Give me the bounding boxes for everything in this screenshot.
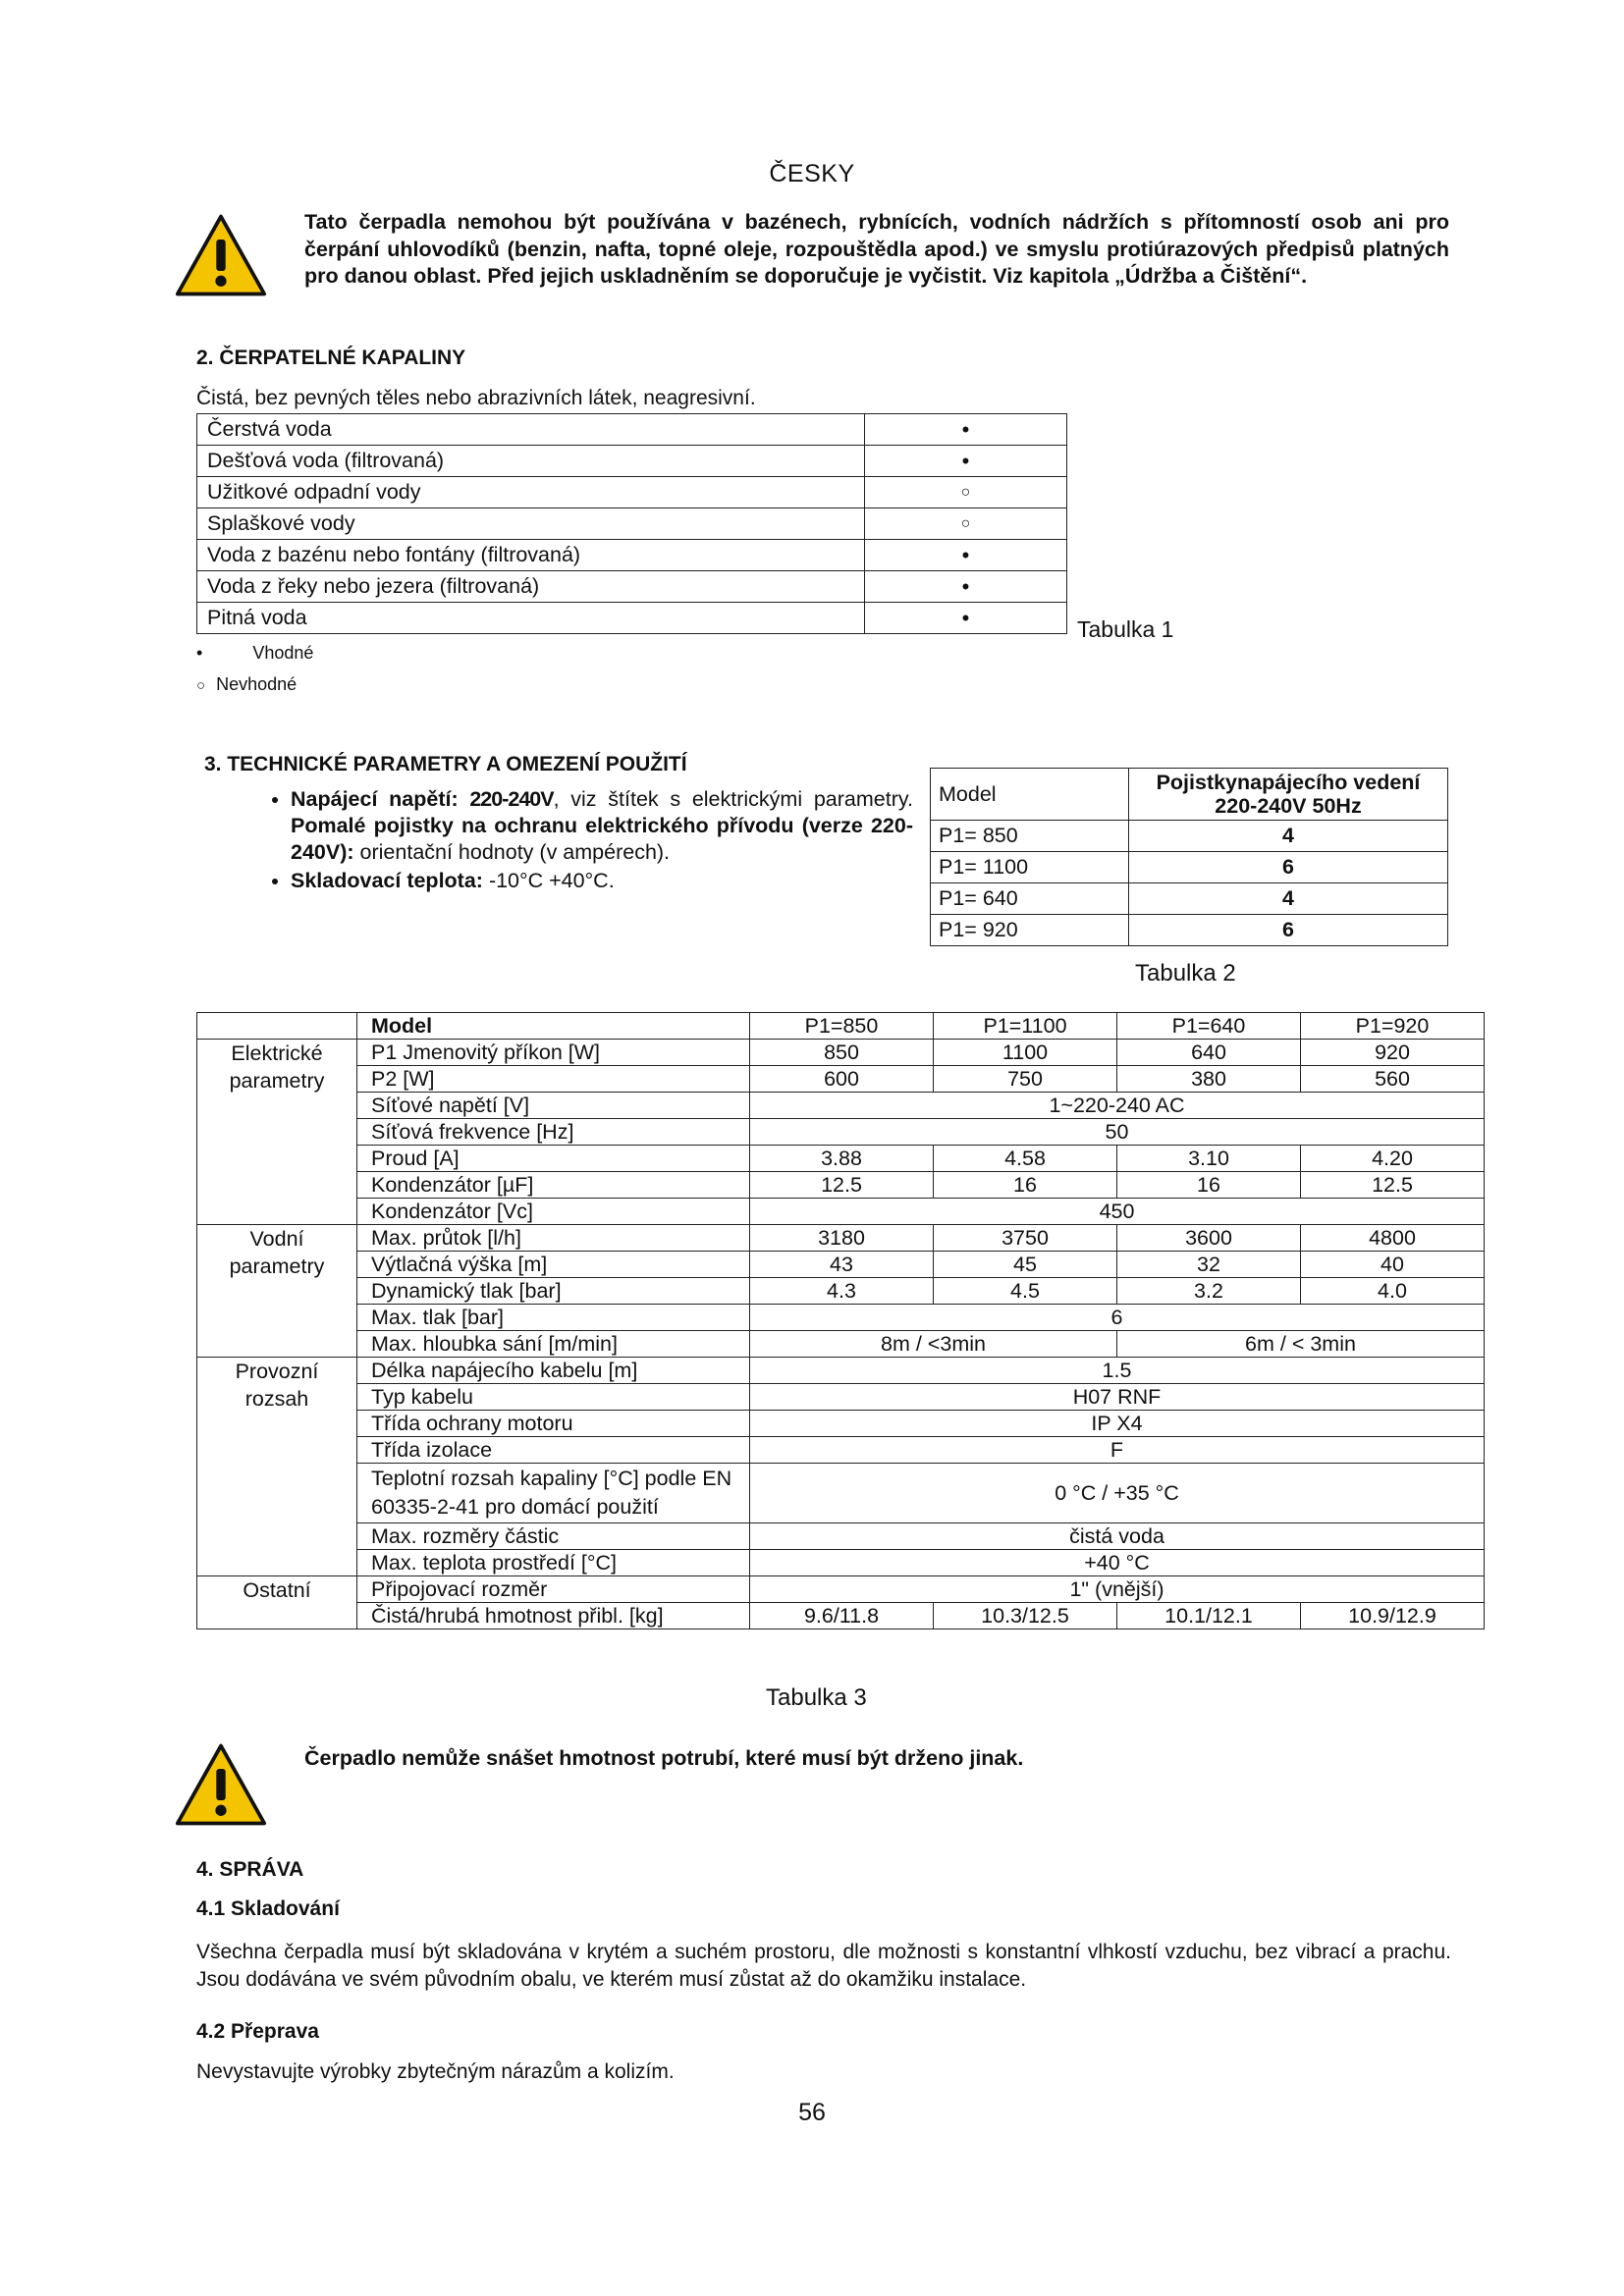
cell-value: 4.58 xyxy=(934,1146,1117,1172)
row-label: Proud [A] xyxy=(357,1146,750,1172)
cell-value: 750 xyxy=(934,1066,1117,1093)
row-label: Čistá/hrubá hmotnost přibl. [kg] xyxy=(357,1603,750,1629)
section-2-intro: Čistá, bez pevných těles nebo abrazivních látek, neagresivní. xyxy=(196,387,756,409)
group-label-other xyxy=(197,1576,357,1629)
cell-value: 6m / < 3min xyxy=(1117,1331,1485,1358)
cell-value: 600 xyxy=(750,1066,934,1093)
group-label-operating xyxy=(197,1358,357,1576)
fluid-name: Pitná voda xyxy=(197,603,865,634)
bullet-label: Pomalé pojistky na ochranu elektrického přívodu (verze 220-240V): xyxy=(291,814,913,864)
cell-value: 50 xyxy=(750,1119,1485,1146)
row-label: P2 [W] xyxy=(357,1066,750,1093)
fuse-value: 4 xyxy=(1129,821,1448,852)
bullet-text: orientační hodnoty (v ampérech). xyxy=(359,840,671,864)
fluid-name: Splaškové vody xyxy=(197,508,865,540)
table-row xyxy=(197,414,1067,446)
subsection-4-2-heading: 4.2 Přeprava xyxy=(196,2020,319,2043)
cell-value: 920 xyxy=(1301,1040,1485,1066)
table-row xyxy=(197,540,1067,571)
bullet-label: Napájecí napětí: xyxy=(291,787,459,811)
fluid-name: Užitkové odpadní vody xyxy=(197,477,865,508)
section-3-heading: 3. TECHNICKÉ PARAMETRY A OMEZENÍ POUŽITÍ xyxy=(204,753,687,775)
row-label: P1 Jmenovitý příkon [W] xyxy=(357,1040,750,1066)
cell-value: 3.88 xyxy=(750,1146,934,1172)
fuse-value: 4 xyxy=(1129,883,1448,915)
cell-value: H07 RNF xyxy=(750,1384,1485,1411)
row-label: Délka napájecího kabelu [m] xyxy=(357,1358,750,1384)
cell-value: 10.1/12.1 xyxy=(1117,1603,1301,1629)
cell-value: čistá voda xyxy=(750,1523,1485,1550)
table-header-col: P1=1100 xyxy=(934,1013,1117,1040)
cell-value: 3180 xyxy=(750,1225,934,1252)
cell-value: 1" (vnější) xyxy=(750,1576,1485,1603)
group-label-text: Ostatní xyxy=(243,1578,311,1602)
warning-triangle-icon xyxy=(175,1742,267,1827)
cell-value: 640 xyxy=(1117,1040,1301,1066)
row-label: Třída ochrany motoru xyxy=(357,1411,750,1437)
section-3-list xyxy=(236,786,913,896)
fluid-name: Voda z bazénu nebo fontány (filtrovaná) xyxy=(197,540,865,571)
cell-value: 8m / <3min xyxy=(750,1331,1117,1358)
cell-value: 4800 xyxy=(1301,1225,1485,1252)
legend-label: Nevhodné xyxy=(216,674,298,694)
cell-value: 6 xyxy=(750,1305,1485,1331)
fluid-name: Čerstvá voda xyxy=(197,414,865,446)
group-label-water xyxy=(197,1225,357,1358)
legend-mark: ○ xyxy=(196,677,206,694)
legend-mark: • xyxy=(196,643,203,663)
legend-label: Vhodné xyxy=(252,643,314,663)
table-row xyxy=(931,852,1448,883)
cell-value: 850 xyxy=(750,1040,934,1066)
cell-value: 4.0 xyxy=(1301,1278,1485,1305)
page-number: 56 xyxy=(798,2099,826,2126)
table-row xyxy=(197,571,1067,603)
cell-value: F xyxy=(750,1437,1485,1464)
cell-value: 12.5 xyxy=(1301,1172,1485,1199)
page-language-title: ČESKY xyxy=(769,160,855,187)
table-row xyxy=(931,883,1448,915)
cell-value: 16 xyxy=(1117,1172,1301,1199)
cell-value: 4.5 xyxy=(934,1278,1117,1305)
table-header-col: P1=920 xyxy=(1301,1013,1485,1040)
cell-value: 3.10 xyxy=(1117,1146,1301,1172)
bullet-voltage: 220-240V xyxy=(469,787,554,811)
suitability-mark: • xyxy=(865,571,1067,603)
cell-value: 43 xyxy=(750,1252,934,1278)
row-label: Max. průtok [l/h] xyxy=(357,1225,750,1252)
table-3-caption: Tabulka 3 xyxy=(766,1684,867,1711)
suitability-mark: • xyxy=(865,446,1067,477)
suitability-mark: ○ xyxy=(865,477,1067,508)
cell-value: 16 xyxy=(934,1172,1117,1199)
group-label-electric xyxy=(197,1040,357,1225)
row-label: Teplotní rozsah kapaliny [°C] podle EN 60335-2-41 pro domácí použití xyxy=(357,1464,750,1523)
model-cell: P1= 850 xyxy=(931,821,1129,852)
table-row xyxy=(197,477,1067,508)
table-header-col: P1=640 xyxy=(1117,1013,1301,1040)
cell-value: 560 xyxy=(1301,1066,1485,1093)
row-label: Max. rozměry částic xyxy=(357,1523,750,1550)
bullet-text: -10°C +40°C. xyxy=(488,869,615,892)
warning-text: Tato čerpadla nemohou být používána v bazénech, rybnících, vodních nádržích s přítomností osob ani pro čerpání uhlovodíků (benzin, nafta, topné oleje, rozpouštědla apod.) ve smyslu protiúrazových předpisů platných pro danou oblast. Před jejich uskladněním se doporučuje je vyčistit. Viz kapitola „Údržba a Čištění“. xyxy=(304,210,1449,288)
cell-value: 1~220-240 AC xyxy=(750,1093,1485,1119)
cell-value: 380 xyxy=(1117,1066,1301,1093)
bullet-text: , viz štítek s elektrickými parametry. xyxy=(553,787,913,811)
cell-value: 45 xyxy=(934,1252,1117,1278)
row-label: Třída izolace xyxy=(357,1437,750,1464)
fluids-table xyxy=(196,413,1067,634)
row-label: Síťové napětí [V] xyxy=(357,1093,750,1119)
table-row xyxy=(197,446,1067,477)
cell-value: 32 xyxy=(1117,1252,1301,1278)
cell-value: 3750 xyxy=(934,1225,1117,1252)
cell-value: 450 xyxy=(750,1199,1485,1225)
section-2-heading: 2. ČERPATELNÉ KAPALINY xyxy=(196,347,466,369)
row-label: Kondenzátor [µF] xyxy=(357,1172,750,1199)
cell-value: 40 xyxy=(1301,1252,1485,1278)
table-1-caption: Tabulka 1 xyxy=(1077,616,1174,642)
table-header-model: Model xyxy=(931,769,1129,821)
table-row xyxy=(197,603,1067,634)
cell-value: 10.9/12.9 xyxy=(1301,1603,1485,1629)
group-label-text: Provozní rozsah xyxy=(235,1360,319,1411)
model-cell: P1= 920 xyxy=(931,915,1129,946)
cell-value: 3.2 xyxy=(1117,1278,1301,1305)
bullet-label: Skladovací teplota: xyxy=(291,869,483,892)
row-label: Max. hloubka sání [m/min] xyxy=(357,1331,750,1358)
legend-item xyxy=(196,643,313,664)
row-label: Typ kabelu xyxy=(357,1384,750,1411)
model-cell: P1= 1100 xyxy=(931,852,1129,883)
legend-item xyxy=(196,674,297,695)
cell-value: 4.3 xyxy=(750,1278,934,1305)
cell-value: 9.6/11.8 xyxy=(750,1603,934,1629)
fuse-table xyxy=(930,768,1448,946)
cell-value: 1.5 xyxy=(750,1358,1485,1384)
section-4-heading: 4. SPRÁVA xyxy=(196,1858,304,1881)
list-item xyxy=(291,868,913,894)
subsection-4-2-text: Nevystavujte výrobky zbytečným nárazům a kolizím. xyxy=(196,2060,675,2083)
cell-value: 12.5 xyxy=(750,1172,934,1199)
row-label: Výtlačná výška [m] xyxy=(357,1252,750,1278)
subsection-4-1-text: Všechna čerpadla musí být skladována v krytém a suchém prostoru, dle možnosti s konstantní vlhkostí vzduchu, bez vibrací a prachu. Jsou dodávána ve svém původním obalu, ve kterém musí zůstat až do okamžiku instalace. xyxy=(196,1941,1451,1991)
group-label-text: Vodní parametry xyxy=(229,1227,325,1278)
technical-table xyxy=(196,1012,1485,1629)
row-label: Max. teplota prostředí [°C] xyxy=(357,1550,750,1576)
model-cell: P1= 640 xyxy=(931,883,1129,915)
table-corner-cell xyxy=(197,1013,357,1040)
group-label-text: Elektrické parametry xyxy=(229,1041,325,1093)
table-header-col: P1=850 xyxy=(750,1013,934,1040)
table-row xyxy=(931,821,1448,852)
warning-text: Čerpadlo nemůže snášet hmotnost potrubí, které musí být drženo jinak. xyxy=(304,1746,1024,1770)
row-label: Připojovací rozměr xyxy=(357,1576,750,1603)
fluid-name: Voda z řeky nebo jezera (filtrovaná) xyxy=(197,571,865,603)
subsection-4-1-heading: 4.1 Skladování xyxy=(196,1897,340,1920)
cell-value: 4.20 xyxy=(1301,1146,1485,1172)
table-header-model: Model xyxy=(357,1013,750,1040)
list-item xyxy=(291,786,913,866)
cell-value: 1100 xyxy=(934,1040,1117,1066)
table-2-caption: Tabulka 2 xyxy=(1135,960,1236,987)
table-row xyxy=(931,915,1448,946)
suitability-mark: • xyxy=(865,414,1067,446)
cell-value: 10.3/12.5 xyxy=(934,1603,1117,1629)
row-label: Síťová frekvence [Hz] xyxy=(357,1119,750,1146)
row-label: Max. tlak [bar] xyxy=(357,1305,750,1331)
fuse-value: 6 xyxy=(1129,852,1448,883)
suitability-mark: • xyxy=(865,603,1067,634)
warning-triangle-icon xyxy=(175,213,267,297)
row-label: Kondenzátor [Vc] xyxy=(357,1199,750,1225)
cell-value: +40 °C xyxy=(750,1550,1485,1576)
table-header-fuse: Pojistkynapájecího vedení 220-240V 50Hz xyxy=(1129,769,1448,821)
table-row xyxy=(197,508,1067,540)
suitability-mark: • xyxy=(865,540,1067,571)
fuse-value: 6 xyxy=(1129,915,1448,946)
suitability-mark: ○ xyxy=(865,508,1067,540)
fluid-name: Dešťová voda (filtrovaná) xyxy=(197,446,865,477)
cell-value: 0 °C / +35 °C xyxy=(750,1464,1485,1523)
cell-value: IP X4 xyxy=(750,1411,1485,1437)
cell-value: 3600 xyxy=(1117,1225,1301,1252)
row-label: Dynamický tlak [bar] xyxy=(357,1278,750,1305)
